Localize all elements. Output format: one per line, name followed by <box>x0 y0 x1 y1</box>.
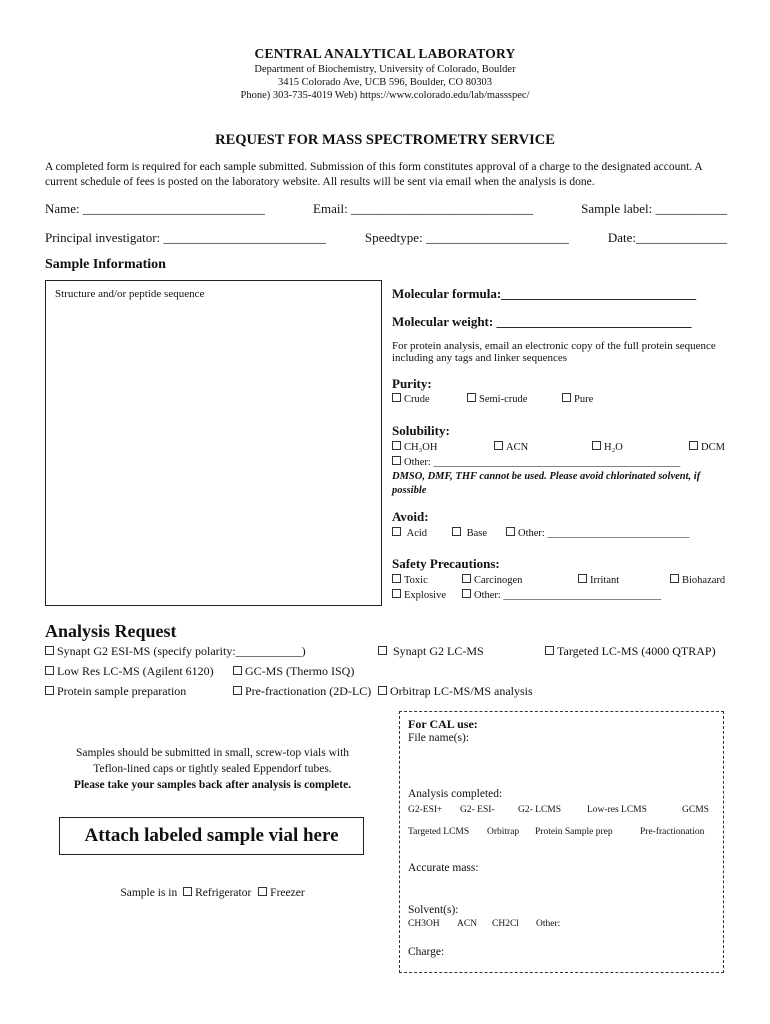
purity-heading: Purity: <box>392 376 432 391</box>
checkbox-icon <box>258 887 267 896</box>
solubility-h2o-checkbox[interactable]: H₂O <box>592 441 623 453</box>
email-field[interactable]: Email: ____________________________ <box>313 201 533 216</box>
completed-g2-esi-neg[interactable]: G2- ESI- <box>460 805 495 815</box>
solubility-dcm-checkbox[interactable]: DCM <box>689 441 725 453</box>
pi-field[interactable]: Principal investigator: _________________________ <box>45 230 326 245</box>
molecular-weight-field[interactable]: Molecular weight: ______________________________ <box>392 314 692 329</box>
submission-note-line-3: Please take your samples back after analysis is complete. <box>73 779 352 791</box>
analysis-request-heading: Analysis Request <box>45 621 177 641</box>
safety-carcinogen-checkbox[interactable]: Carcinogen <box>462 574 522 586</box>
targeted-lcms-checkbox[interactable]: Targeted LC-MS (4000 QTRAP) <box>545 644 716 659</box>
solubility-other-field[interactable]: Other: _______________________________________________ <box>392 456 680 468</box>
checkbox-icon <box>233 686 242 695</box>
checkbox-icon <box>233 666 242 675</box>
refrigerator-checkbox[interactable]: Refrigerator <box>180 887 251 899</box>
checkbox-icon <box>183 887 192 896</box>
avoid-base-checkbox[interactable]: Base <box>452 527 487 539</box>
safety-biohazard-checkbox[interactable]: Biohazard <box>670 574 725 586</box>
checkbox-icon <box>45 686 54 695</box>
sample-info-heading: Sample Information <box>45 257 166 272</box>
storage-options <box>45 887 380 899</box>
checkbox-icon <box>45 646 54 655</box>
checkbox-icon <box>45 666 54 675</box>
checkbox-icon <box>392 589 401 598</box>
cal-use-heading: For CAL use: <box>408 717 478 731</box>
orbitrap-checkbox[interactable]: Orbitrap LC-MS/MS analysis <box>378 684 533 699</box>
structure-label: Structure and/or peptide sequence <box>55 288 205 300</box>
solubility-ch3oh-checkbox[interactable]: CH₃OH <box>392 441 437 453</box>
checkbox-icon <box>462 589 471 598</box>
checkbox-icon <box>545 646 554 655</box>
contact-info: Phone) 303-735-4019 Web) https://www.colorado.edu/lab/massspec/ <box>240 90 530 101</box>
completed-g2-esi-pos[interactable]: G2-ESI+ <box>408 805 443 815</box>
form-title: REQUEST FOR MASS SPECTROMETRY SERVICE <box>215 132 555 148</box>
prefractionation-checkbox[interactable]: Pre-fractionation (2D-LC) <box>233 684 371 699</box>
safety-toxic-checkbox[interactable]: Toxic <box>392 574 428 586</box>
checkbox-icon <box>562 393 571 402</box>
checkbox-icon <box>578 574 587 583</box>
molecular-formula-field[interactable]: Molecular formula:______________________________ <box>392 286 697 301</box>
cal-use-box <box>399 711 724 973</box>
submission-note-line-2: Teflon-lined caps or tightly sealed Eppendorf tubes. <box>93 763 332 775</box>
checkbox-icon <box>392 456 401 465</box>
checkbox-icon <box>392 527 401 536</box>
solvent-ch3oh[interactable]: CH3OH <box>408 919 440 929</box>
accurate-mass-field[interactable]: Accurate mass: <box>408 862 479 874</box>
checkbox-icon <box>592 441 601 450</box>
purity-semicrude-checkbox[interactable]: Semi-crude <box>467 393 527 405</box>
structure-box[interactable] <box>45 280 382 606</box>
charge-field[interactable]: Charge: <box>408 946 445 958</box>
submission-note <box>45 745 380 793</box>
solvent-other[interactable]: Other: <box>536 919 561 929</box>
attach-vial-label: Attach labeled sample vial here <box>59 817 364 855</box>
synapt-esi-checkbox[interactable]: Synapt G2 ESI-MS (specify polarity:___________) <box>45 644 306 659</box>
checkbox-icon <box>462 574 471 583</box>
completed-lowres-lcms[interactable]: Low-res LCMS <box>587 805 647 815</box>
sample-label-field[interactable]: Sample label: ___________ <box>581 201 727 216</box>
checkbox-icon <box>494 441 503 450</box>
solvent-ch2cl[interactable]: CH2Cl <box>492 919 519 929</box>
completed-g2-lcms[interactable]: G2- LCMS <box>518 805 562 815</box>
address: 3415 Colorado Ave, UCB 596, Boulder, CO 80303 <box>277 77 493 88</box>
checkbox-icon <box>506 527 515 536</box>
solubility-acn-checkbox[interactable]: ACN <box>494 441 528 453</box>
protein-note: For protein analysis, email an electronic copy of the full protein sequence including any tags and linker sequences <box>392 340 716 364</box>
checkbox-icon <box>689 441 698 450</box>
solubility-warning: DMSO, DMF, THF cannot be used. Please avoid chlorinated solvent, if possible <box>392 471 701 496</box>
completed-orbitrap[interactable]: Orbitrap <box>487 827 520 837</box>
department: Department of Biochemistry, University of Colorado, Boulder <box>254 64 516 75</box>
safety-explosive-checkbox[interactable]: Explosive <box>392 589 446 601</box>
safety-other-checkbox[interactable]: Other: ______________________________ <box>462 589 661 601</box>
checkbox-icon <box>392 441 401 450</box>
solvents-label: Solvent(s): <box>408 904 459 916</box>
checkbox-icon <box>392 393 401 402</box>
purity-pure-checkbox[interactable]: Pure <box>562 393 593 405</box>
checkbox-icon <box>378 686 387 695</box>
analysis-completed-label: Analysis completed: <box>408 788 503 800</box>
checkbox-icon <box>670 574 679 583</box>
intro-text: A completed form is required for each sample submitted. Submission of this form constitutes approval of a charge to the designated account. A current schedule of fees is posted on the laboratory website. All results will be sent via email when the analysis is done. <box>45 161 703 188</box>
protein-prep-checkbox[interactable]: Protein sample preparation <box>45 684 186 699</box>
checkbox-icon <box>378 646 387 655</box>
completed-protein-prep[interactable]: Protein Sample prep <box>535 827 613 837</box>
checkbox-icon <box>467 393 476 402</box>
freezer-checkbox[interactable]: Freezer <box>258 887 304 899</box>
lowres-lcms-checkbox[interactable]: Low Res LC-MS (Agilent 6120) <box>45 664 214 679</box>
gcms-checkbox[interactable]: GC-MS (Thermo ISQ) <box>233 664 354 679</box>
completed-targeted-lcms[interactable]: Targeted LCMS <box>408 827 470 837</box>
safety-heading: Safety Precautions: <box>392 556 500 571</box>
purity-crude-checkbox[interactable]: Crude <box>392 393 430 405</box>
storage-label: Sample is in <box>120 887 178 899</box>
checkbox-icon <box>452 527 461 536</box>
file-names-field[interactable]: File name(s): <box>408 732 469 744</box>
avoid-heading: Avoid: <box>392 509 429 524</box>
checkbox-icon <box>392 574 401 583</box>
account-fields-row <box>45 230 727 246</box>
contact-fields-row <box>45 201 727 217</box>
completed-prefractionation[interactable]: Pre-fractionation <box>640 827 705 837</box>
safety-irritant-checkbox[interactable]: Irritant <box>578 574 619 586</box>
synapt-lcms-checkbox[interactable]: Synapt G2 LC-MS <box>378 644 484 659</box>
avoid-acid-checkbox[interactable]: Acid <box>392 527 427 539</box>
completed-gcms[interactable]: GCMS <box>682 805 709 815</box>
lab-name: CENTRAL ANALYTICAL LABORATORY <box>254 46 516 61</box>
name-field[interactable]: Name: ____________________________ <box>45 201 265 216</box>
date-field[interactable]: Date:______________ <box>607 230 727 245</box>
solubility-heading: Solubility: <box>392 423 450 438</box>
solvent-acn[interactable]: ACN <box>457 919 478 929</box>
submission-note-line-1: Samples should be submitted in small, screw-top vials with <box>75 747 350 759</box>
avoid-other-checkbox[interactable]: Other: ___________________________ <box>506 527 689 539</box>
speedtype-field[interactable]: Speedtype: ______________________ <box>364 230 569 245</box>
